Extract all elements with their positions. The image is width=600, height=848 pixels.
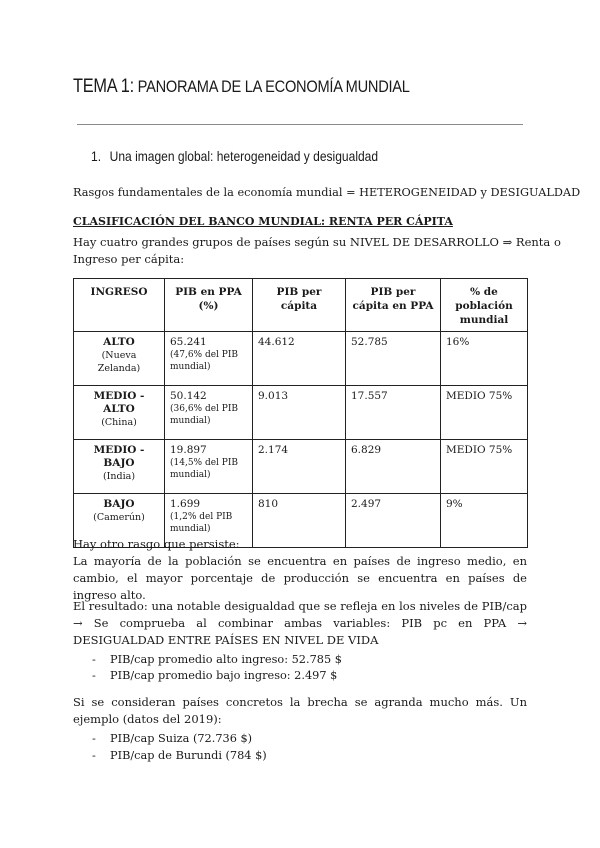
divider xyxy=(77,124,523,125)
pib-share: (1,2% del PIB mundial) xyxy=(170,512,233,534)
level-country: (Nueva Zelanda) xyxy=(97,350,141,374)
section-heading xyxy=(91,148,378,164)
resultado-paragraph: El resultado: una notable desigualdad que se refleja en los niveles de PIB/cap → Se comprueba al combinar ambas variables: PIB pc en PPA → DESIGUALDAD ENTRE PAÍSES EN NIVEL DE VIDA xyxy=(73,599,527,647)
pib-value: 19.897 xyxy=(170,444,207,456)
cell-pob: MEDIO 75% xyxy=(441,440,528,494)
cell-pc-ppa: 2.497 xyxy=(346,494,441,548)
list-item xyxy=(92,731,252,747)
page-title xyxy=(73,76,410,98)
table-row xyxy=(74,386,528,440)
header-pib-ppa: PIB en PPA (%) xyxy=(165,279,253,332)
pib-value: 1.699 xyxy=(170,498,201,510)
intro-line-2: Ingreso per cápita: xyxy=(73,252,185,266)
level-name: BAJO xyxy=(103,498,135,510)
list-item-text: PIB/cap promedio bajo ingreso: 2.497 $ xyxy=(110,669,338,682)
list-item-text: PIB/cap promedio alto ingreso: 52.785 $ xyxy=(110,653,342,666)
pib-share: (14,5% del PIB mundial) xyxy=(170,458,239,480)
rasgos-paragraph: Rasgos fundamentales de la economía mundial = HETEROGENEIDAD y DESIGUALDAD xyxy=(73,186,581,199)
bullet-dash: - xyxy=(92,732,96,745)
cell-level xyxy=(74,332,165,386)
cell-pob: 16% xyxy=(441,332,528,386)
pib-share: (47,6% del PIB mundial) xyxy=(170,350,239,372)
level-country: (Camerún) xyxy=(93,512,145,523)
cell-pc: 9.013 xyxy=(253,386,346,440)
table-row xyxy=(74,332,528,386)
table-header-row xyxy=(74,279,528,332)
cell-pib xyxy=(165,440,253,494)
pib-value: 50.142 xyxy=(170,390,207,402)
header-ingreso: INGRESO xyxy=(74,279,165,332)
list-item xyxy=(92,668,337,684)
level-name: ALTO xyxy=(103,336,135,348)
header-pib-pc: PIB per cápita xyxy=(253,279,346,332)
clasificacion-heading: CLASIFICACIÓN DEL BANCO MUNDIAL: RENTA PER CÁPITA xyxy=(73,215,453,228)
intro-line-1: Hay cuatro grandes grupos de países según su NIVEL DE DESARROLLO ⇒ Renta o xyxy=(73,235,561,249)
cell-pc: 2.174 xyxy=(253,440,346,494)
cell-pob: 9% xyxy=(441,494,528,548)
title-rest: PANORAMA DE LA ECONOMÍA MUNDIAL xyxy=(133,77,410,96)
level-name: MEDIO - BAJO xyxy=(93,444,145,469)
cell-pib xyxy=(165,332,253,386)
pib-share: (36,6% del PIB mundial) xyxy=(170,404,239,426)
list-item-text: PIB/cap de Burundi (784 $) xyxy=(110,749,267,762)
level-name: MEDIO - ALTO xyxy=(93,390,145,415)
cell-level xyxy=(74,386,165,440)
section-number: 1. xyxy=(91,148,102,164)
cell-pc-ppa: 17.557 xyxy=(346,386,441,440)
level-country: (India) xyxy=(102,471,136,482)
header-pib-pc-ppa: PIB per cápita en PPA xyxy=(346,279,441,332)
cell-pob: MEDIO 75% xyxy=(441,386,528,440)
list-item xyxy=(92,748,267,764)
otro-rasgo-paragraph: Hay otro rasgo que persiste: xyxy=(73,537,240,551)
cell-pib xyxy=(165,386,253,440)
bullet-dash: - xyxy=(92,653,96,666)
list-item-text: PIB/cap Suiza (72.736 $) xyxy=(110,732,253,745)
list-item xyxy=(92,652,342,668)
bullet-dash: - xyxy=(92,749,96,762)
cell-pc-ppa: 52.785 xyxy=(346,332,441,386)
mayoria-paragraph: La mayoría de la población se encuentra en países de ingreso medio, en cambio, el mayor porcentaje de producción se encuentra en países de ingreso alto. xyxy=(73,554,527,602)
header-poblacion: % de población mundial xyxy=(441,279,528,332)
cell-pc-ppa: 6.829 xyxy=(346,440,441,494)
table-row xyxy=(74,440,528,494)
cell-level xyxy=(74,440,165,494)
bullet-dash: - xyxy=(92,669,96,682)
consideran-paragraph: Si se consideran países concretos la brecha se agranda mucho más. Un ejemplo (datos del 2019): xyxy=(73,695,527,726)
cell-pc: 810 xyxy=(253,494,346,548)
cell-pc: 44.612 xyxy=(253,332,346,386)
level-country: (China) xyxy=(101,417,137,428)
section-label: Una imagen global: heterogeneidad y desigualdad xyxy=(109,148,379,164)
title-lead: TEMA 1: xyxy=(73,76,134,97)
pib-value: 65.241 xyxy=(170,336,207,348)
income-table xyxy=(73,278,528,548)
